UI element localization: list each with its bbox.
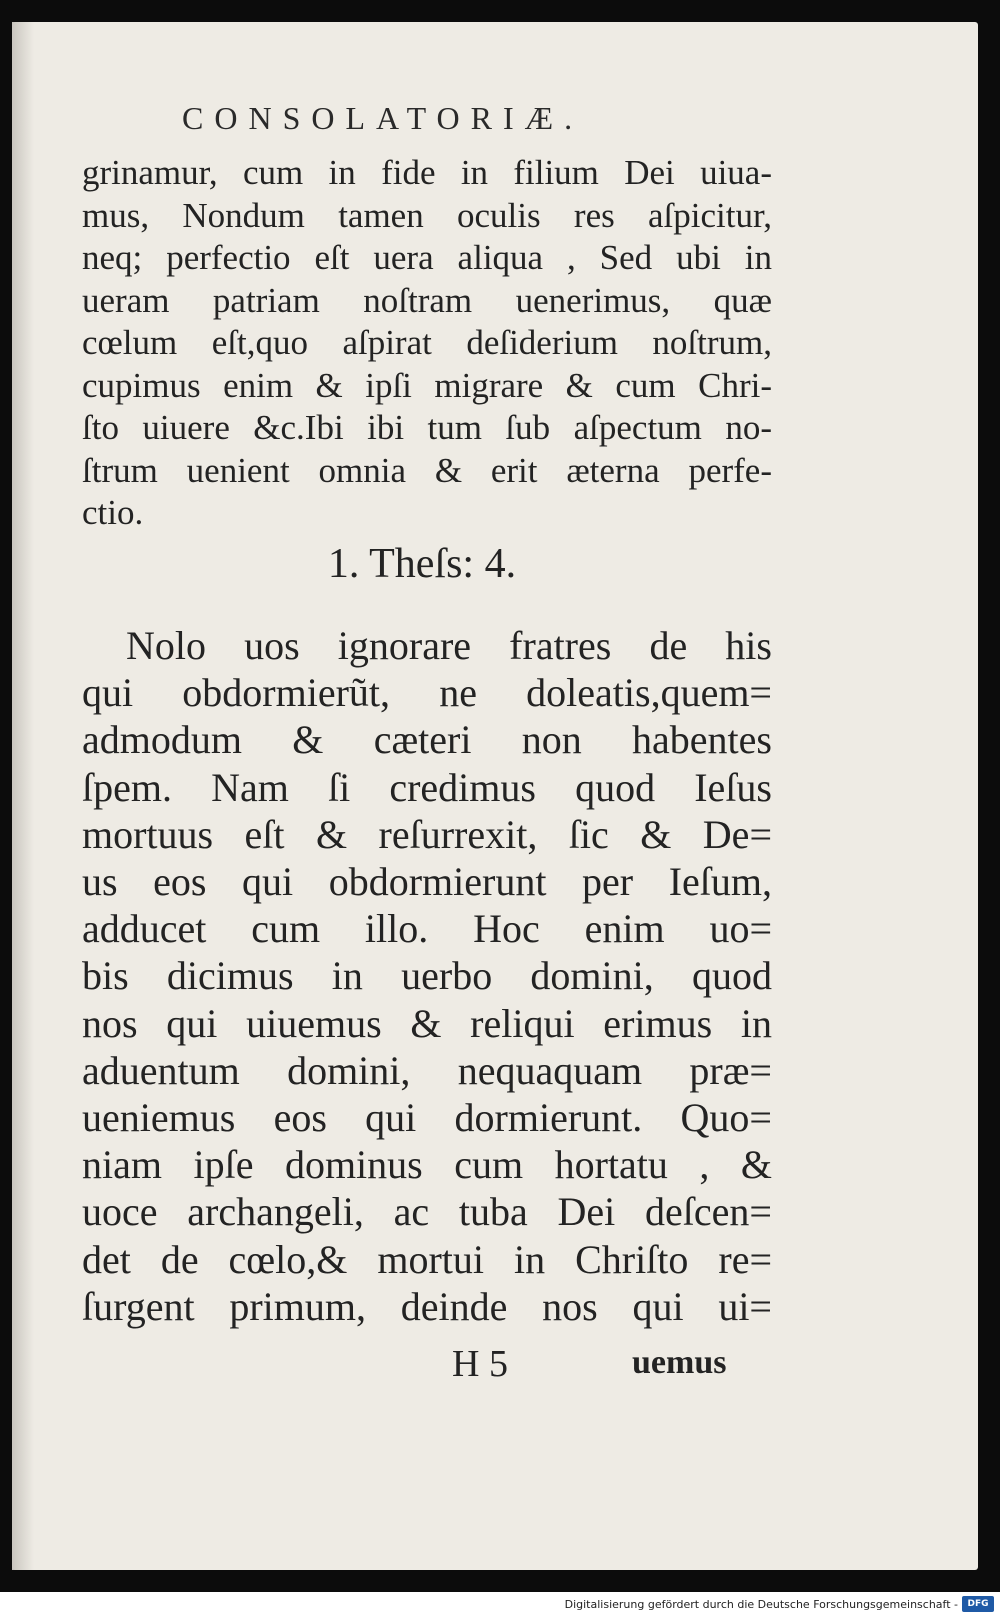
scripture-reference: 1. Theſs: 4.	[327, 541, 517, 587]
signature-mark: H 5	[452, 1343, 508, 1385]
dfg-logo: DFG	[962, 1596, 994, 1612]
catchword: uemus	[632, 1344, 727, 1381]
paragraph-2	[82, 622, 772, 1330]
text-line: mortuus eſt & reſurrexit, ſic & De=	[82, 811, 772, 857]
text-line: ctio.	[82, 493, 144, 532]
text-line: ſurgent primum, deinde nos qui ui=	[82, 1283, 772, 1329]
text-line: Nolo uos ignorare fratres de his	[126, 623, 772, 668]
text-line: bis dicimus in uerbo domini, quod	[82, 953, 772, 999]
text-line: uoce archangeli, ac tuba Dei deſcen=	[82, 1189, 772, 1235]
text-line: grinamur, cum in fide in filium Dei uiua-	[82, 153, 772, 192]
text-line: cœlum eſt,quo aſpirat deſiderium noſtrum,	[82, 323, 772, 362]
text-line: aduentum domini, nequaquam præ=	[82, 1047, 772, 1093]
text-line: cupimus enim & ipſi migrare & cum Chri-	[82, 365, 772, 405]
text-line: nos qui uiuemus & reliqui erimus in	[82, 1000, 772, 1046]
text-line: neq; perfectio eſt uera aliqua , Sed ubi in	[82, 238, 772, 277]
text-line: admodum & cæteri non habentes	[82, 717, 772, 763]
text-line: ſtrum uenient omnia & erit æterna perfe-	[82, 450, 772, 490]
text-line: qui obdormierũt, ne doleatis,quem=	[82, 670, 772, 716]
text-line: adducet cum illo. Hoc enim uo=	[82, 906, 772, 952]
page-edge-shadow	[12, 22, 34, 1570]
text-line: ſto uiuere &c.Ibi ibi tum ſub aſpectum no-	[82, 408, 772, 447]
paragraph-1	[82, 152, 772, 535]
footer-credit: Digitalisierung gefördert durch die Deutsche Forschungsgemeinschaft -	[564, 1598, 958, 1611]
text-line: niam ipſe dominus cum hortatu , &	[82, 1142, 772, 1188]
text-line: ueniemus eos qui dormierunt. Quo=	[82, 1095, 772, 1141]
text-line: det de cœlo,& mortui in Chriſto re=	[82, 1236, 772, 1282]
text-line: us eos qui obdormierunt per Ieſum,	[82, 859, 772, 905]
text-line: ſpem. Nam ſi credimus quod Ieſus	[82, 764, 772, 810]
running-head: CONSOLATORIÆ.	[182, 100, 584, 136]
text-line: ueram patriam noſtram uenerimus, quæ	[82, 280, 772, 320]
book-page	[12, 22, 978, 1570]
text-line: mus, Nondum tamen oculis res aſpicitur,	[82, 195, 772, 235]
